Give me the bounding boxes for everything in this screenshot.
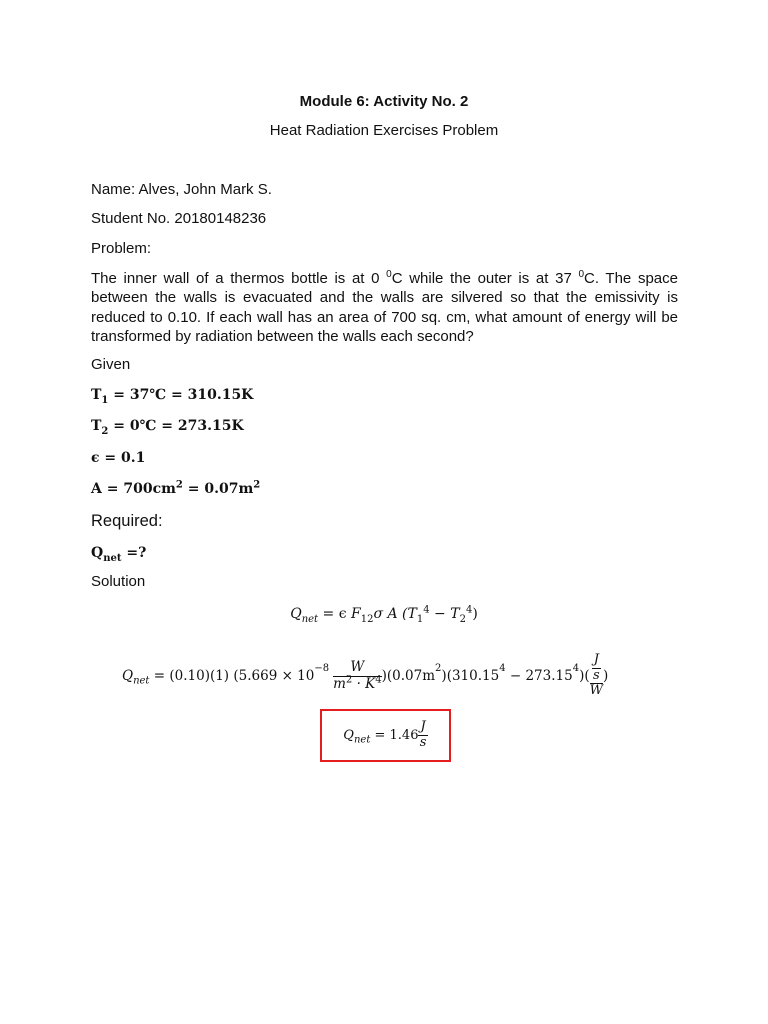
eq2-den-mid: · K [352, 675, 376, 692]
eq1-f: F [351, 606, 361, 622]
given-t1 [91, 387, 254, 406]
document-subtitle: Heat Radiation Exercises Problem [269, 122, 499, 139]
required-expr: =? [121, 545, 147, 561]
eq1-t2: T [450, 606, 460, 622]
eq2-part4: − 273.15 [505, 668, 573, 684]
answer-q: Q [343, 728, 354, 743]
given-emissivity: ϵ = 0.1 [91, 450, 146, 466]
required-qnet [91, 545, 147, 564]
eq1-sigma-a: σ A ( [373, 606, 408, 622]
eq1-q-sub: net [301, 613, 319, 625]
eq2-w: W [589, 683, 604, 699]
problem-text-1: The inner wall of a thermos bottle is at 0 [91, 270, 387, 287]
eq2-q-sub: net [133, 675, 150, 687]
eq1-f-sub: 12 [360, 613, 374, 625]
answer-box [320, 709, 451, 762]
student-name: Name: Alves, John Mark S. [91, 181, 272, 198]
given-area [91, 481, 260, 497]
eq2-j: J [593, 651, 599, 667]
eq2-frac-num: W [350, 658, 365, 675]
problem-text-3: C. The space between the walls is evacuated and the walls are silvered so that the emissivity is reduced to 0.10. If each wall has an area of 700 sq. cm, what amount of energy will be transformed by radiation between the walls each second? [91, 270, 678, 345]
answer-unit-num: J [420, 719, 426, 735]
student-number: Student No. 20180148236 [91, 210, 267, 227]
t1-symbol: T [91, 387, 102, 403]
area-sup-1: 2 [175, 479, 183, 491]
solution-label: Solution [91, 573, 146, 590]
eq1-t1: T [407, 606, 417, 622]
eq1-t2-sup: 4 [465, 604, 473, 616]
area-mid: = 0.07m [182, 481, 254, 497]
eq2-part3: )(310.15 [441, 668, 500, 684]
problem-text-2: C while the outer is at 37 [391, 270, 579, 287]
answer-unit-den: s [419, 735, 427, 750]
required-label: Required: [91, 512, 163, 530]
eq1-eq: = ϵ [318, 606, 351, 622]
eq1-minus: − [429, 606, 451, 622]
answer-value: = 1.46 [370, 728, 419, 743]
area-lhs: A = 700cm [91, 481, 176, 497]
eq2-unit-fraction [333, 660, 382, 692]
eq2-den-sup2: 4 [375, 674, 382, 685]
equation-general [0, 604, 768, 625]
t1-expr: = 37℃ = 310.15K [108, 387, 254, 403]
eq1-q: Q [290, 606, 302, 622]
area-sup-2: 2 [253, 479, 261, 491]
eq2-close: ) [603, 668, 609, 684]
eq1-t1-sup: 4 [423, 604, 430, 616]
eq2-compound-fraction [590, 653, 603, 700]
eq2-q: Q [122, 668, 134, 684]
eq2-part1: = (0.10)(1) (5.669 × 10 [149, 668, 315, 684]
eq2-frac-den: m [333, 675, 346, 692]
problem-sup-1: 0 [386, 269, 392, 280]
t2-symbol: T [91, 418, 102, 434]
required-sub: net [103, 552, 122, 564]
eq2-den-sup1: 2 [345, 674, 353, 685]
document-title: Module 6: Activity No. 2 [299, 93, 469, 110]
eq2-s: s [592, 667, 600, 683]
eq1-t1-sub: 1 [416, 613, 424, 625]
t2-expr: = 0℃ = 273.15K [108, 418, 244, 434]
t1-sub: 1 [101, 394, 109, 406]
t2-sub: 2 [101, 425, 109, 437]
equation-substituted: $Q_{net}$ = (0.10)(1) (5.669 × 10 $^{-8}$ $\frac{W}{m^2 \cdot K^4}$ )(0.07m $^2$ )(310.15 $^4$ − 273.15 $^4$ )( $\frac{\frac{J}{s}}{W}$ ) [122, 651, 609, 699]
eq1-close: ) [472, 606, 478, 622]
given-label: Given [91, 356, 131, 373]
problem-label: Problem: [91, 240, 152, 257]
problem-sup-2: 0 [578, 269, 585, 280]
eq1-t2-sub: 2 [459, 613, 466, 625]
answer-q-sub: net [353, 734, 371, 746]
answer-expression [343, 720, 427, 751]
given-t2 [91, 418, 244, 437]
eq2-part5: )( [579, 668, 590, 684]
eq2-part2: )(0.07m [381, 668, 436, 684]
problem-statement [91, 269, 678, 346]
required-symbol: Q [91, 545, 104, 561]
